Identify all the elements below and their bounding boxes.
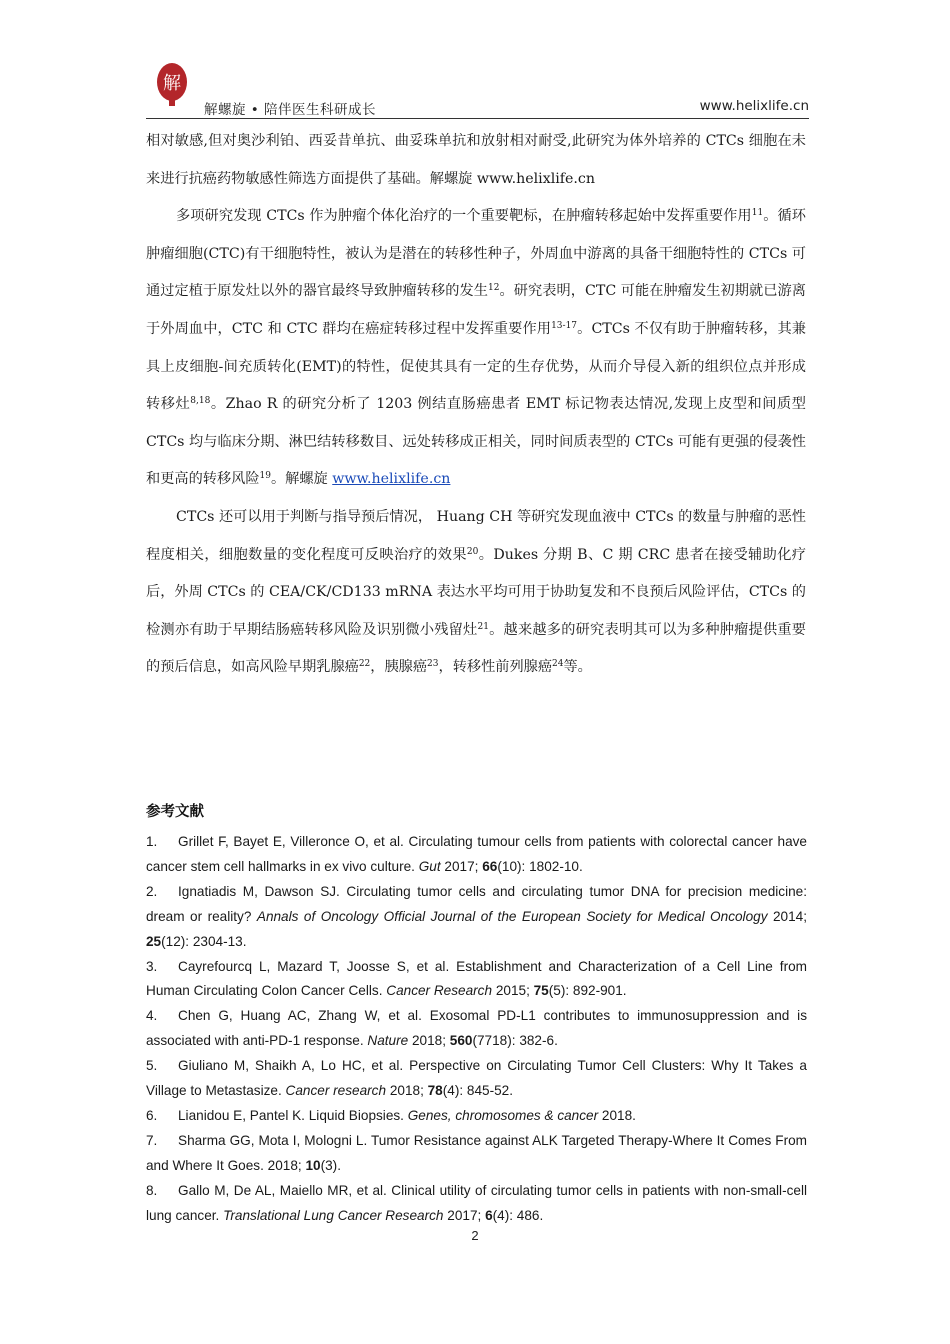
reference-item: 8. Gallo M, De AL, Maiello MR, et al. Clinical utility of circulating tumor cells in patients with non-small-cell lung cancer. Translational Lung Cancer Research 2017; 6(4): 486. [146, 1182, 807, 1223]
reference-item: 4. Chen G, Huang AC, Zhang W, et al. Exosomal PD-L1 contributes to immunosuppression and is associated with anti-PD-1 response. Nature 2018; 560(7718): 382-6. [146, 1008, 807, 1049]
reference-item: 5. Giuliano M, Shaikh A, Lo HC, et al. Perspective on Circulating Tumor Cell Clusters: Why It Takes a Village to Metastasize. Cancer research 2018; 78(4): 845-52. [146, 1058, 807, 1099]
reference-item: 7. Sharma GG, Mota I, Mologni L. Tumor Resistance against ALK Targeted Therapy-Where It Comes From and Where It Goes. 2018; 10(3). [146, 1132, 807, 1173]
citation: 22 [358, 659, 371, 670]
article-body [146, 123, 806, 687]
reference-item: 2. Ignatiadis M, Dawson SJ. Circulating tumor cells and circulating tumor DNA for precision medicine: dream or reality? Annals of Oncology Official Journal of the European Society for Medical Oncology 2014; 25(12): 2304-13. [146, 883, 807, 949]
citation: 23 [427, 659, 439, 670]
svg-text:解: 解 [163, 73, 181, 94]
citation: 24 [552, 659, 564, 670]
citation: 8,18 [190, 396, 211, 407]
reference-item: 3. Cayrefourcq L, Mazard T, Joosse S, et al. Establishment and Characterization of a Cell Line from Human Circulating Colon Cancer Cells. Cancer Research 2015; 75(5): 892-901. [146, 958, 807, 999]
reference-item: 1. Grillet F, Bayet E, Villeronce O, et al. Circulating tumour cells from patients with colorectal cancer have cancer stem cell hallmarks in ex vivo culture. Gut 2017; 66(10): 1802-10. [146, 834, 807, 874]
citation: 19 [259, 471, 271, 482]
references-list [146, 830, 807, 1229]
citation: 20 [466, 546, 479, 557]
paragraph-3: CTCs 还可以用于判断与指导预后情况， Huang CH 等研究发现血液中 CTCs 的数量与肿瘤的恶性程度相关，细胞数量的变化程度可反映治疗的效果$^{20}$。Dukes 分期 B、C 期 CRC 患者在接受辅助化疗后，外周 CTCs 的 CEA/CK/CD133 mRNA 表达水平均可用于协助复发和不良预后风险评估，CTCs 的检测亦有助于早期结肠癌转移风险及识别微小残留灶$^{21}$。越来越多的研究表明其可以为多种肿瘤提供重要的预后信息，如高风险早期乳腺癌$^{22}$，胰腺癌$^{23}$，转移性前列腺癌$^{24}$等。 [146, 508, 806, 676]
page-number: 2 [471, 1228, 479, 1243]
site-name: 解螺旋 • 陪伴医生科研成长 [204, 102, 377, 118]
helixlife-logo-icon [156, 62, 188, 106]
helixlife-link[interactable]: www.helixlife.cn [332, 471, 451, 488]
page-header [146, 62, 809, 120]
references-heading: 参考文献 [146, 804, 204, 820]
paragraph-1: 相对敏感,但对奥沙利铂、西妥昔单抗、曲妥珠单抗和放射相对耐受,此研究为体外培养的 CTCs 细胞在未来进行抗癌药物敏感性筛选方面提供了基础。解螺旋 www.helixlife.cn [146, 133, 806, 187]
site-url[interactable]: www.helixlife.cn [699, 98, 809, 114]
citation: 21 [477, 621, 489, 632]
header-divider [146, 118, 809, 119]
citation: 13-17 [551, 320, 578, 331]
citation: 11 [751, 208, 764, 219]
paragraph-2: 多项研究发现 CTCs 作为肿瘤个体化治疗的一个重要靶标，在肿瘤转移起始中发挥重要作用$^{11}$。循环肿瘤细胞(CTC)有干细胞特性，被认为是潜在的转移性种子，外周血中游离的具备干细胞特性的 CTCs 可通过定植于原发灶以外的器官最终导致肿瘤转移的发生$^{12}$。研究表明，CTC 可能在肿瘤发生初期就已游离于外周血中，CTC 和 CTC 群均在癌症转移过程中发挥重要作用$^{13-17}$。CTCs 不仅有助于肿瘤转移，其兼具上皮细胞-间充质转化(EMT)的特性，促使其具有一定的生存优势，从而介导侵入新的组织位点并形成转移灶$^{8,18}$。Zhao R 的研究分析了 1203 例结直肠癌患者 EMT 标记物表达情况,发现上皮型和间质型 CTCs 均与临床分期、淋巴结转移数目、远处转移成正相关，同时间质表型的 CTCs 可能有更强的侵袭性和更高的转移风险$^{19}$。解螺旋 www.helixlife.cn [146, 208, 806, 488]
citation: 12 [488, 283, 500, 294]
reference-item: 6. Lianidou E, Pantel K. Liquid Biopsies. Genes, chromosomes & cancer 2018. [146, 1107, 636, 1123]
